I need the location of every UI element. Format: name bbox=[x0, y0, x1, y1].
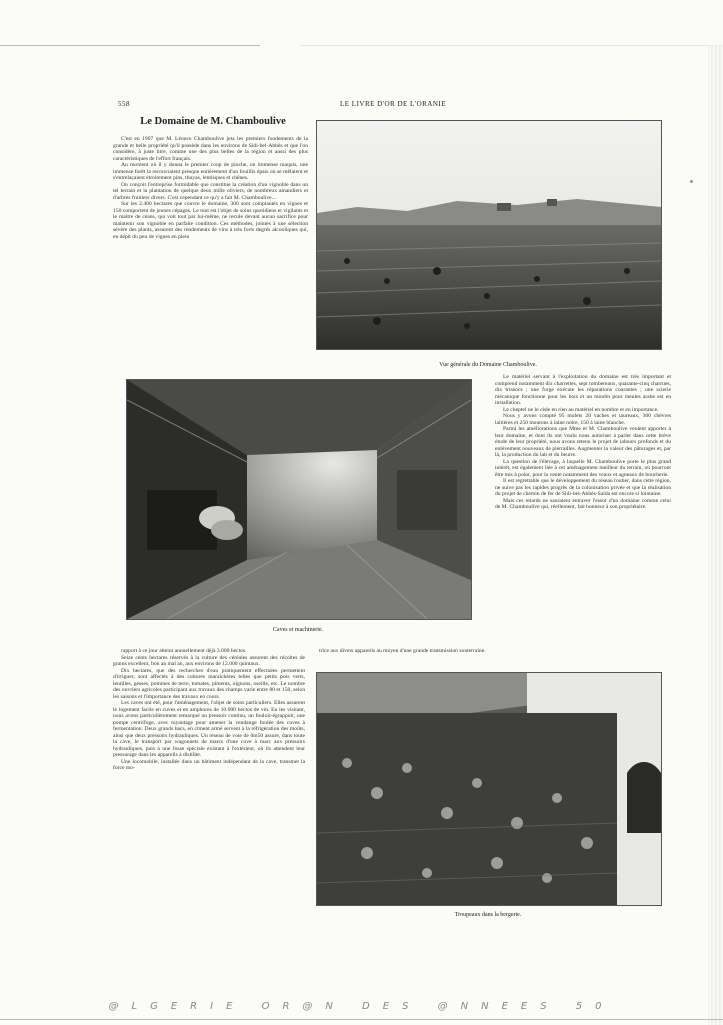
cellar-image bbox=[127, 380, 471, 619]
paragraph: Le matériel servant à l'exploitation du domaine est très important et comprend notamment dix charrettes, sept tombereaux, quarante-cinq charrues, dix triseocs ; une forge exécute les réparations courantes ; une scierie mécanique fonctionne pour les bois et un moulin pour meules arabe est en installation. bbox=[495, 374, 671, 406]
paragraph: Nous y avons compté 95 mulets 20 vaches et taureaux, 300 chèvres laitières et 250 moutons à laine noire, 150 à laine blanche. bbox=[495, 413, 671, 426]
paragraph: Dix hectares, que des recherches d'eau pratiquement effectuées permettent d'irriguer, sont affectés à des cultures maraîchères telles que petits pois verts, lentilles, gesses, pommes de terre, tomates, piments, oignons, oseille, etc. Le nombre des ouvriers agricoles participant aux travaux des champs varie entre 80 et 150, selon les saisons et l'importance des travaux en cours. bbox=[113, 667, 305, 700]
paragraph: rapport à ce jour atteint annuellement déjà 3.000 hectos. bbox=[121, 648, 247, 654]
paragraph: On conçoit l'entreprise formidable que constitue la création d'un vignoble dans un tel terrain et la plantation de quelque deux mille oliviers, de nombreux amandiers et d'arbres fruitiers divers. C'est cependant ce qu'y a fait M. Chamboulive... bbox=[113, 181, 308, 201]
paragraph: Au moment où il y donna le premier coup de pioche, un immense maquis, une immense forêt la recouvraient presque entièrement d'un fouillis épais où se mêlaient et s'entrelaçaient étroitement pins, thuyas, lentisques et chênes. bbox=[113, 162, 308, 181]
top-rule-faint bbox=[300, 45, 723, 46]
paragraph: Une locomobile, installée dans un bâtiment indépendant de la cave, transmet la force mo- bbox=[113, 758, 305, 771]
sheep-image bbox=[317, 673, 661, 905]
paragraph: Sur les 2.400 hectares que couvre le domaine, 300 sont complantés en vignes et 150 comportent de jeunes cépages. Le tout est l'objet de soins quotidiens et vigilants et le maître de céans, qui voit tout par lui-même, ne recule devant aucun sacrifice pour maintenir son vignoble en parfaite condition. Ces méthodes, jointes à une sélection sévère des plants, assurent des rendements de vins à très forts degrés alcooliques qui, en dépit du peu de vignes en plein bbox=[113, 201, 308, 240]
binding-edge bbox=[708, 45, 723, 1025]
caption-vineyard: Vue générale du Domaine Chamboulive. bbox=[439, 362, 537, 368]
photo-vineyard bbox=[316, 120, 662, 350]
paragraph: Le cheptel ne le cède en rien au matériel en nombre et en importance. bbox=[503, 406, 659, 413]
running-head: LE LIVRE D'OR DE L'ORANIE bbox=[340, 100, 447, 108]
paragraph: Les caves ont été, pour l'aménagement, l'objet de soins particuliers. Elles assurent le logement facile en cuves et en amphores de 10.000 hectos de vin. En les visitant, nous avons particulièrement remarqué un pressoir continu, un fouloir-égrappoir, une pompe centrifuge, avec tuyautage pour amener la vendange foulée des cuves à fermentation. Deux grands bacs, en ciment armé servent à la réfrigération des moûts, ainsi que deux pressoirs hydrauliques. Un réseau de voie de 0m50 assure, dans toute la cave, le transport par wagonnets de marcs d'une cuve à marc aux pressoirs hydrauliques, puis à une fosse spéciale existant à l'extérieur, où ils attendent leur pressurage dans les appareils à distiller. bbox=[113, 700, 305, 758]
caption-cellar: Caves et machinerie. bbox=[272, 627, 324, 633]
paragraph: La question de l'élevage, à laquelle M. Chamboulive porte le plus grand intérêt, est également liée à cet aménagement meilleur du terrain, où pourront être mis à point, pour la vente notamment des veaux et agneaux de boucherie. bbox=[495, 458, 671, 478]
top-rule bbox=[0, 45, 260, 46]
paragraph: Parmi les améliorations que Mme et M. Chamboulive veulent apporter à leur domaine, et dont ils ont voulu nous autoriser à parler dans cette brève étude de leur propriété, nous avons retenu le projet de labours profonds et du enlèvement nouveaux de pierrailles. Augmenter la valeur des pâturages et, par là, la production du lait et du beurre. bbox=[495, 426, 671, 458]
bottom-rule bbox=[0, 1019, 723, 1020]
text-column-3 bbox=[113, 648, 305, 924]
page-speck bbox=[690, 180, 693, 183]
article-title: Le Domaine de M. Chamboulive bbox=[140, 116, 286, 127]
paragraph: Il est regrettable que le développement du réseau routier, dans cette région, ne suive pas les rapides progrès de la colonisation privée et que la réalisation du projet de chemin de fer de Sidi-bel-Abbès-Saïda est encore si lointaine. bbox=[495, 478, 671, 497]
photo-sheep bbox=[316, 672, 662, 906]
text-column-1 bbox=[113, 136, 308, 372]
paragraph: C'est en 1907 que M. Léonce Chamboulive jeta les premiers fondements de la grande et belle propriété qu'il possède dans les environs de Sidi-bel-Abbès et que l'on considère, à juste titre, comme une des plus belles de la région et aussi des plus caractéristiques de l'effort français. bbox=[113, 136, 308, 162]
paragraph: trice aux divers appareils au moyen d'une grande transmission souterraine. bbox=[319, 648, 486, 654]
paragraph: Seize cents hectares réservés à la culture des céréales assurent des récoltes de grains excellent, bon an mal an, aux environs de 12.000 quintaux. bbox=[113, 654, 305, 667]
watermark-footer: @LGERIE OR@N DES @NNEES 50 bbox=[108, 1001, 615, 1012]
page-number: 558 bbox=[118, 100, 130, 108]
paragraph: Mais ces retards ne sauraient entraver l'essor d'un domaine comme celui de M. Chamboulive qui, réellement, fait honneur à son propriétaire. bbox=[495, 497, 671, 510]
photo-cellar bbox=[126, 379, 472, 620]
text-column-4 bbox=[311, 648, 489, 668]
text-column-2 bbox=[495, 374, 671, 664]
vineyard-image bbox=[317, 121, 661, 349]
caption-sheep: Troupeaux dans la bergerie. bbox=[454, 912, 522, 918]
